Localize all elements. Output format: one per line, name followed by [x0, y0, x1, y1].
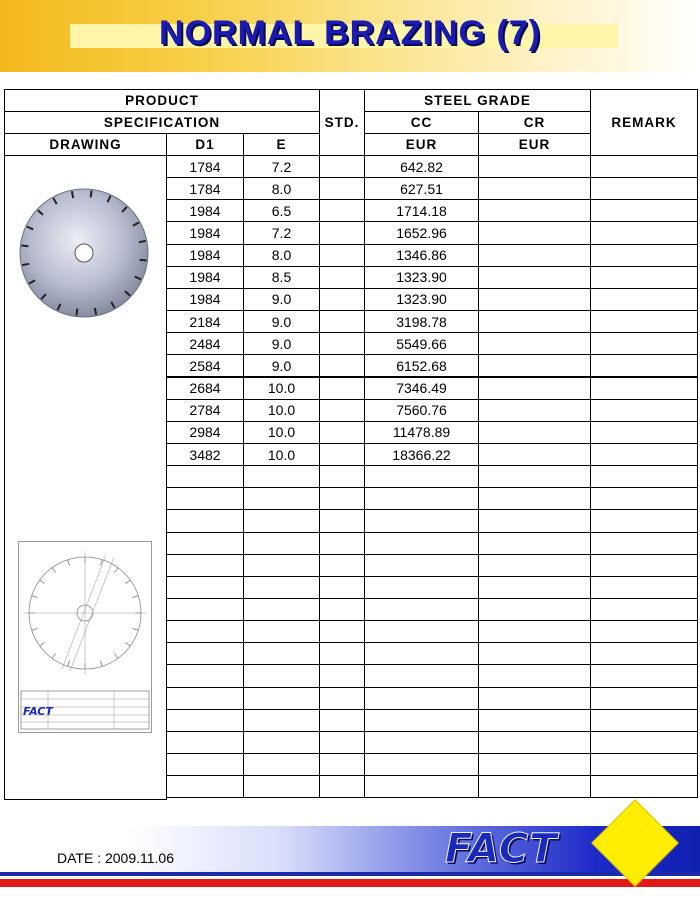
cell-d1: 2784	[166, 399, 244, 422]
cell-d1	[166, 509, 244, 532]
cell-e: 7.2	[243, 155, 320, 178]
cell-std	[319, 244, 365, 267]
cell-remark	[590, 399, 698, 422]
cell-remark	[590, 288, 698, 311]
cell-e: 9.0	[243, 288, 320, 311]
cell-std	[319, 266, 365, 289]
cell-cc: 1652.96	[364, 221, 479, 244]
price-table	[4, 89, 698, 800]
cell-remark	[590, 465, 698, 488]
cell-std	[319, 576, 365, 599]
cell-cr	[478, 221, 591, 244]
cell-d1	[166, 642, 244, 665]
cell-e	[243, 664, 320, 687]
cell-d1: 1984	[166, 199, 244, 222]
cell-remark	[590, 731, 698, 754]
cell-cr	[478, 244, 591, 267]
cell-e: 9.0	[243, 332, 320, 355]
cell-cc	[364, 753, 479, 776]
cell-cc: 1714.18	[364, 199, 479, 222]
cell-cr	[478, 509, 591, 532]
cell-cc: 7560.76	[364, 399, 479, 422]
saw-blade-image	[18, 187, 150, 319]
cell-d1: 2484	[166, 332, 244, 355]
cell-std	[319, 399, 365, 422]
cell-d1	[166, 465, 244, 488]
blade-slot	[22, 264, 29, 265]
cell-cr	[478, 664, 591, 687]
cell-e: 10.0	[243, 421, 320, 444]
cell-cr	[478, 487, 591, 510]
cell-e: 10.0	[243, 377, 320, 400]
cell-remark	[590, 266, 698, 289]
cell-remark	[590, 620, 698, 643]
cell-std	[319, 753, 365, 776]
cell-e: 8.0	[243, 244, 320, 267]
cell-remark	[590, 642, 698, 665]
header-cc: CC	[364, 111, 479, 134]
cell-cc	[364, 687, 479, 710]
cell-d1: 2184	[166, 310, 244, 333]
cell-cr	[478, 598, 591, 621]
blade-slot	[21, 245, 28, 246]
cell-d1	[166, 554, 244, 577]
cell-remark	[590, 687, 698, 710]
cell-d1	[166, 687, 244, 710]
page-title: NORMAL BRAZING (7)	[159, 14, 541, 52]
cell-d1	[166, 775, 244, 798]
cell-std	[319, 709, 365, 732]
cell-cc: 1323.90	[364, 288, 479, 311]
cell-e: 6.5	[243, 199, 320, 222]
cell-d1: 1984	[166, 221, 244, 244]
blade-slot	[91, 190, 92, 197]
cell-cr	[478, 310, 591, 333]
cell-e	[243, 709, 320, 732]
header-cr: CR	[478, 111, 591, 134]
header-specification: SPECIFICATION	[4, 111, 320, 134]
cell-cr	[478, 399, 591, 422]
cell-cc	[364, 731, 479, 754]
cell-std	[319, 377, 365, 400]
cell-e	[243, 598, 320, 621]
cell-e	[243, 554, 320, 577]
cell-remark	[590, 310, 698, 333]
cell-cc: 6152.68	[364, 354, 479, 377]
cell-cc	[364, 664, 479, 687]
cell-remark	[590, 775, 698, 798]
cell-e: 8.0	[243, 177, 320, 200]
cell-cr	[478, 687, 591, 710]
cell-d1: 3482	[166, 443, 244, 466]
cell-d1: 1984	[166, 288, 244, 311]
cell-d1: 1984	[166, 244, 244, 267]
cell-cc	[364, 620, 479, 643]
cell-std	[319, 199, 365, 222]
cell-cc	[364, 509, 479, 532]
cell-std	[319, 664, 365, 687]
cell-cr	[478, 443, 591, 466]
cell-cr	[478, 620, 591, 643]
cell-cr	[478, 266, 591, 289]
cell-std	[319, 532, 365, 555]
cell-std	[319, 642, 365, 665]
cell-remark	[590, 509, 698, 532]
cell-cc	[364, 487, 479, 510]
cell-std	[319, 598, 365, 621]
cell-cr	[478, 377, 591, 400]
cell-remark	[590, 554, 698, 577]
cell-d1: 2984	[166, 421, 244, 444]
cell-cc: 7346.49	[364, 377, 479, 400]
header-steel-grade: STEEL GRADE	[364, 89, 591, 112]
footer-date: DATE : 2009.11.06	[57, 850, 174, 866]
cell-cr	[478, 421, 591, 444]
cell-std	[319, 177, 365, 200]
cell-e	[243, 642, 320, 665]
cell-d1	[166, 709, 244, 732]
header-d1: D1	[166, 133, 244, 156]
cell-remark	[590, 177, 698, 200]
cell-remark	[590, 576, 698, 599]
cell-remark	[590, 199, 698, 222]
cell-cc	[364, 709, 479, 732]
blade-slot	[140, 260, 147, 261]
cell-remark	[590, 487, 698, 510]
cell-cr	[478, 465, 591, 488]
cell-d1: 1984	[166, 266, 244, 289]
blade-slot	[139, 241, 146, 242]
cell-std	[319, 554, 365, 577]
cell-remark	[590, 421, 698, 444]
cell-std	[319, 731, 365, 754]
cell-cc	[364, 642, 479, 665]
cell-d1: 1784	[166, 155, 244, 178]
header-cc-currency: EUR	[364, 133, 479, 156]
cell-d1	[166, 664, 244, 687]
cell-remark	[590, 598, 698, 621]
cell-std	[319, 487, 365, 510]
cell-remark	[590, 532, 698, 555]
cell-cc: 11478.89	[364, 421, 479, 444]
cell-cc	[364, 576, 479, 599]
cell-cc	[364, 598, 479, 621]
cell-remark	[590, 244, 698, 267]
cell-e: 10.0	[243, 399, 320, 422]
cell-cc: 5549.66	[364, 332, 479, 355]
cell-cr	[478, 731, 591, 754]
cell-e	[243, 687, 320, 710]
cell-std	[319, 620, 365, 643]
footer-red-line	[0, 879, 700, 887]
cell-e: 8.5	[243, 266, 320, 289]
cell-std	[319, 443, 365, 466]
cell-d1	[166, 598, 244, 621]
cell-std	[319, 775, 365, 798]
cell-e: 9.0	[243, 310, 320, 333]
cell-d1: 2684	[166, 377, 244, 400]
cell-remark	[590, 664, 698, 687]
cell-cc	[364, 775, 479, 798]
cell-std	[319, 687, 365, 710]
cell-remark	[590, 377, 698, 400]
cell-cc: 1323.90	[364, 266, 479, 289]
cell-cr	[478, 177, 591, 200]
cell-cr	[478, 532, 591, 555]
cell-d1: 1784	[166, 177, 244, 200]
cell-cr	[478, 775, 591, 798]
cell-d1	[166, 487, 244, 510]
cell-e	[243, 620, 320, 643]
cell-d1	[166, 753, 244, 776]
cell-cr	[478, 199, 591, 222]
cell-remark	[590, 221, 698, 244]
technical-drawing-image	[18, 541, 152, 733]
blade-slot	[95, 308, 96, 315]
cell-e	[243, 487, 320, 510]
cell-e	[243, 576, 320, 599]
cell-d1: 2584	[166, 354, 244, 377]
cell-cr	[478, 288, 591, 311]
footer	[0, 826, 700, 903]
header-e: E	[243, 133, 320, 156]
cell-std	[319, 310, 365, 333]
cell-cr	[478, 642, 591, 665]
cell-std	[319, 509, 365, 532]
cell-cc: 3198.78	[364, 310, 479, 333]
cell-e	[243, 532, 320, 555]
cell-d1	[166, 731, 244, 754]
cell-std	[319, 221, 365, 244]
blade-slot	[72, 191, 73, 198]
cell-std	[319, 155, 365, 178]
cell-e: 9.0	[243, 354, 320, 377]
header-std: STD.	[319, 89, 365, 156]
header-drawing: DRAWING	[4, 133, 167, 156]
cell-d1	[166, 620, 244, 643]
cell-e: 7.2	[243, 221, 320, 244]
cell-cc	[364, 532, 479, 555]
cell-remark	[590, 155, 698, 178]
cell-remark	[590, 753, 698, 776]
blade-slot	[76, 309, 77, 316]
sheet-logo: FACT	[23, 705, 53, 718]
cell-cr	[478, 332, 591, 355]
cell-cc	[364, 465, 479, 488]
cell-cc	[364, 554, 479, 577]
cell-e: 10.0	[243, 443, 320, 466]
cell-remark	[590, 332, 698, 355]
cell-cc: 627.51	[364, 177, 479, 200]
header-cr-currency: EUR	[478, 133, 591, 156]
cell-std	[319, 465, 365, 488]
cell-cc: 642.82	[364, 155, 479, 178]
cell-cr	[478, 709, 591, 732]
cell-remark	[590, 354, 698, 377]
cell-remark	[590, 709, 698, 732]
cell-cr	[478, 554, 591, 577]
cell-cc: 18366.22	[364, 443, 479, 466]
cell-cr	[478, 576, 591, 599]
cell-std	[319, 354, 365, 377]
fact-logo: FACT	[445, 826, 558, 872]
cell-e	[243, 753, 320, 776]
header-remark: REMARK	[590, 89, 698, 156]
cell-e	[243, 465, 320, 488]
cell-std	[319, 332, 365, 355]
cell-d1	[166, 576, 244, 599]
cell-e	[243, 731, 320, 754]
cell-std	[319, 421, 365, 444]
cell-d1	[166, 532, 244, 555]
header-product: PRODUCT	[4, 89, 320, 112]
cell-cc: 1346.86	[364, 244, 479, 267]
cell-remark	[590, 443, 698, 466]
cell-std	[319, 288, 365, 311]
cell-cr	[478, 155, 591, 178]
cell-e	[243, 509, 320, 532]
cell-cr	[478, 354, 591, 377]
cell-e	[243, 775, 320, 798]
cell-cr	[478, 753, 591, 776]
